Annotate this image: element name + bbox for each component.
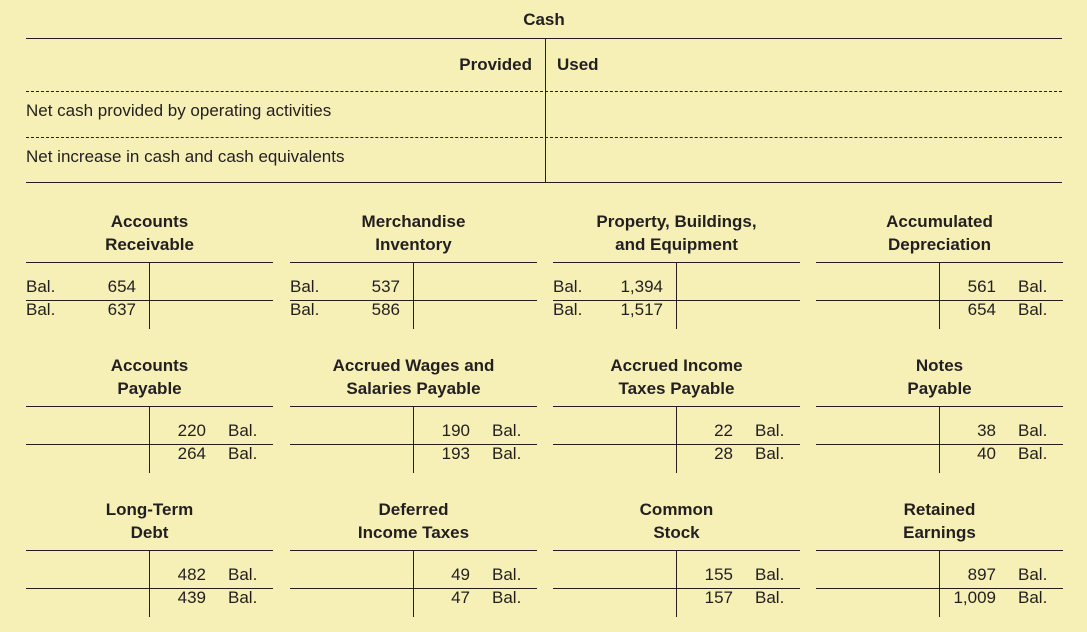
- t-account-rule-stem: [413, 550, 414, 617]
- t-account-title-line-2: Income Taxes: [357, 523, 470, 542]
- t-account-title-line-1: Accrued Income: [610, 356, 743, 375]
- t-account-balance-amount: 28: [714, 444, 733, 463]
- t-account-balance-label: Bal.: [553, 300, 583, 319]
- t-account-title-line-1: Common: [639, 500, 714, 519]
- t-account-balance-amount: 40: [977, 444, 996, 463]
- t-account-balance-amount: 586: [371, 300, 400, 319]
- t-account: [26, 210, 273, 330]
- t-account-balance-amount: 439: [177, 588, 206, 607]
- t-account-title-line-1: Accounts: [110, 356, 189, 375]
- t-account-balance-label: Bal.: [290, 300, 320, 319]
- t-account: [26, 354, 273, 474]
- t-account: [816, 210, 1063, 330]
- t-account-balance-amount: 49: [451, 565, 470, 584]
- t-account-rule-stem: [676, 406, 677, 473]
- t-account-balance-amount: 654: [107, 277, 136, 296]
- t-account: [553, 354, 800, 474]
- t-account-title-line-1: Accounts: [110, 212, 189, 231]
- cash-dashed-rule-1: [26, 91, 1062, 92]
- t-account-title: [26, 354, 273, 400]
- t-account-balance-label: Bal.: [1018, 444, 1048, 463]
- t-account-rule-stem: [939, 262, 940, 329]
- t-account-balance-amount: 654: [967, 300, 996, 319]
- t-account-title-line-1: Merchandise: [361, 212, 466, 231]
- t-account-balance-amount: 897: [967, 565, 996, 584]
- t-account-balance-amount: 537: [371, 277, 400, 296]
- t-account-title-line-2: Salaries Payable: [346, 379, 481, 398]
- t-account-balance-label: Bal.: [755, 588, 785, 607]
- t-account-title: [290, 354, 537, 400]
- t-account-balance-amount: 561: [967, 277, 996, 296]
- t-account-balance-amount: 1,009: [953, 588, 996, 607]
- t-account-title-line-1: Deferred: [378, 500, 449, 519]
- cash-row-net-increase: Net increase in cash and cash equivalents: [26, 147, 345, 166]
- t-account-title: [816, 354, 1063, 400]
- t-account-balance-label: Bal.: [755, 444, 785, 463]
- t-account-title-line-2: Payable: [907, 379, 972, 398]
- t-account-balance-label: Bal.: [553, 277, 583, 296]
- t-account-title: [816, 498, 1063, 544]
- t-account-rule-stem: [939, 550, 940, 617]
- t-account-balance-label: Bal.: [492, 421, 522, 440]
- cash-bottom-rule: [26, 182, 1062, 183]
- t-account-title: [553, 354, 800, 400]
- t-account-title: [290, 498, 537, 544]
- t-account: [290, 210, 537, 330]
- t-account-rule-stem: [149, 550, 150, 617]
- t-account-rule-stem: [676, 262, 677, 329]
- t-account-balance-label: Bal.: [26, 277, 56, 296]
- t-account-title-line-1: Accumulated: [886, 212, 993, 231]
- t-account-title: [26, 498, 273, 544]
- t-account-title-line-1: Accrued Wages and: [332, 356, 495, 375]
- t-account-title-line-2: Depreciation: [888, 235, 991, 254]
- t-account: [816, 354, 1063, 474]
- t-account: [553, 498, 800, 618]
- t-account-title-line-2: Stock: [653, 523, 700, 542]
- t-account-balance-label: Bal.: [492, 444, 522, 463]
- t-account-balance-amount: 38: [977, 421, 996, 440]
- t-account-balance-label: Bal.: [1018, 565, 1048, 584]
- t-account-title: [553, 498, 800, 544]
- t-account-balance-label: Bal.: [26, 300, 56, 319]
- t-account-balance-label: Bal.: [1018, 277, 1048, 296]
- t-account-balance-amount: 637: [107, 300, 136, 319]
- t-account-rule-stem: [149, 406, 150, 473]
- t-account: [26, 498, 273, 618]
- t-account-balance-amount: 264: [177, 444, 206, 463]
- t-account-title-line-2: and Equipment: [615, 235, 738, 254]
- t-account: [816, 498, 1063, 618]
- t-account-title: [290, 210, 537, 256]
- t-account-balance-label: Bal.: [1018, 300, 1048, 319]
- t-account-title-line-2: Debt: [130, 523, 169, 542]
- t-account-balance-label: Bal.: [228, 588, 258, 607]
- t-account-balance-label: Bal.: [755, 421, 785, 440]
- cash-provided-header: Provided: [459, 55, 532, 74]
- t-account-balance-amount: 190: [441, 421, 470, 440]
- t-account-balance-amount: 1,517: [620, 300, 663, 319]
- t-account-title-line-2: Payable: [117, 379, 182, 398]
- t-account-rule-stem: [413, 262, 414, 329]
- cash-dashed-rule-2: [26, 137, 1062, 138]
- t-account-rule-stem: [149, 262, 150, 329]
- cash-used-header: Used: [557, 55, 599, 74]
- cash-title: Cash: [523, 10, 565, 29]
- t-account-balance-amount: 220: [177, 421, 206, 440]
- cash-center-divider: [545, 38, 546, 182]
- t-account-title: [26, 210, 273, 256]
- t-account: [290, 498, 537, 618]
- t-account-title-line-1: Long-Term: [105, 500, 194, 519]
- t-account-balance-amount: 155: [704, 565, 733, 584]
- t-account-title-line-2: Receivable: [105, 235, 194, 254]
- t-account-balance-label: Bal.: [492, 588, 522, 607]
- t-account-rule-stem: [676, 550, 677, 617]
- t-account-balance-label: Bal.: [755, 565, 785, 584]
- t-account: [290, 354, 537, 474]
- t-account-balance-amount: 193: [441, 444, 470, 463]
- t-account-title-line-1: Retained: [903, 500, 976, 519]
- t-account-balance-label: Bal.: [492, 565, 522, 584]
- t-account-balance-label: Bal.: [228, 421, 258, 440]
- t-account-title-line-1: Property, Buildings,: [596, 212, 757, 231]
- t-account-balance-label: Bal.: [1018, 421, 1048, 440]
- cash-top-rule: [26, 38, 1062, 39]
- t-account-balance-label: Bal.: [1018, 588, 1048, 607]
- t-account-title: [553, 210, 800, 256]
- t-account-balance-amount: 1,394: [620, 277, 663, 296]
- t-account-title: [816, 210, 1063, 256]
- t-account-balance-label: Bal.: [228, 565, 258, 584]
- t-account: [553, 210, 800, 330]
- cash-row-operating: Net cash provided by operating activities: [26, 101, 332, 120]
- t-account-balance-amount: 22: [714, 421, 733, 440]
- t-account-title-line-2: Earnings: [903, 523, 976, 542]
- t-account-balance-amount: 47: [451, 588, 470, 607]
- t-account-balance-amount: 482: [177, 565, 206, 584]
- t-account-rule-stem: [413, 406, 414, 473]
- t-account-balance-amount: 157: [704, 588, 733, 607]
- t-account-balance-label: Bal.: [228, 444, 258, 463]
- t-account-title-line-2: Taxes Payable: [618, 379, 735, 398]
- t-account-rule-stem: [939, 406, 940, 473]
- t-account-title-line-2: Inventory: [375, 235, 452, 254]
- t-account-title-line-1: Notes: [915, 356, 964, 375]
- t-account-balance-label: Bal.: [290, 277, 320, 296]
